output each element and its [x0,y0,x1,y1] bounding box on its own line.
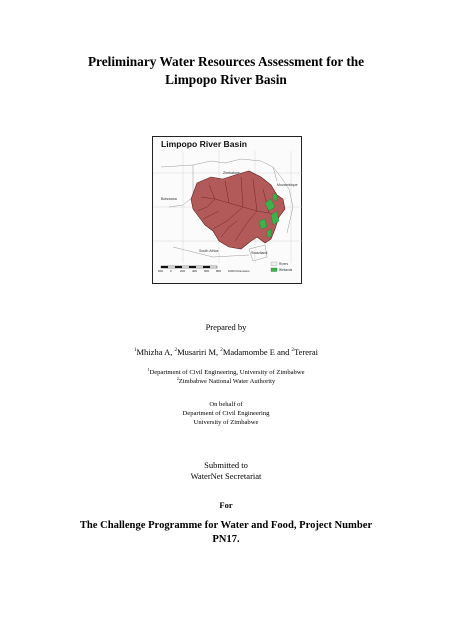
on-behalf-line-2: Department of Civil Engineering [182,410,270,417]
on-behalf-block [0,400,452,427]
title-line-1: Preliminary Water Resources Assessment for the [87,54,365,69]
author-1: Mhizha A, [136,347,175,357]
scale-label: 1000 Kilometers [228,269,250,273]
submitted-line-2: WaterNet Secretariat [190,471,262,481]
affiliation-1-sup: 1 [147,366,150,372]
scale-bar [161,266,217,268]
affiliation-2-sup: 2 [176,375,179,381]
legend-swatches [271,262,277,272]
on-behalf-line-3: University of Zimbabwe [193,419,259,426]
label-zimbabwe: Zimbabwe [223,171,240,175]
legend-rivers-label: Rivers [279,262,289,266]
scale-label: 200 [180,269,186,273]
author-4: Tererai [294,347,319,357]
label-swaziland: Swaziland [251,251,268,255]
author-1-sup: 1 [133,347,137,354]
submitted-block [0,460,452,482]
scale-label: 200 [158,269,164,273]
label-south-africa: South Africa [199,249,219,253]
author-4-sup: 2 [291,347,295,354]
document-title [0,53,452,89]
map-title: Limpopo River Basin [161,139,247,149]
legend-wetlands-label: Wetlands [279,268,293,272]
affiliation-2-text: Zimbabwe National Water Authority [178,378,276,385]
author-2-sup: 2 [174,347,178,354]
author-2: Musariri M, [177,347,221,357]
submitted-line-1: Submitted to [204,460,248,470]
programme-block [0,519,452,547]
for-label: For [219,500,233,510]
on-behalf-line-1: On behalf of [209,401,243,408]
author-3-sup: 2 [220,347,223,354]
basin-area [191,171,285,249]
scale-label: 0 [170,269,172,273]
title-line-2: Limpopo River Basin [165,72,287,87]
scale-label: 800 [216,269,222,273]
affiliation-1-text: Department of Civil Engineering, University of Zimbabwe [149,369,305,376]
affiliation-2 [0,377,452,386]
scale-label: 400 [192,269,198,273]
affiliations [0,368,452,386]
author-3: Madamombe E and [222,347,292,357]
label-botswana: Botswana [161,197,177,201]
prepared-by: Prepared by [205,322,247,332]
scale-label: 600 [204,269,210,273]
author-list [0,347,452,357]
limpopo-basin-map [152,136,302,284]
affiliation-1 [0,368,452,377]
programme-line-2: PN17. [212,534,240,545]
label-mozambique: Mozambique [277,183,298,187]
programme-line-1: The Challenge Programme for Water and Food, Project Number [79,520,373,531]
